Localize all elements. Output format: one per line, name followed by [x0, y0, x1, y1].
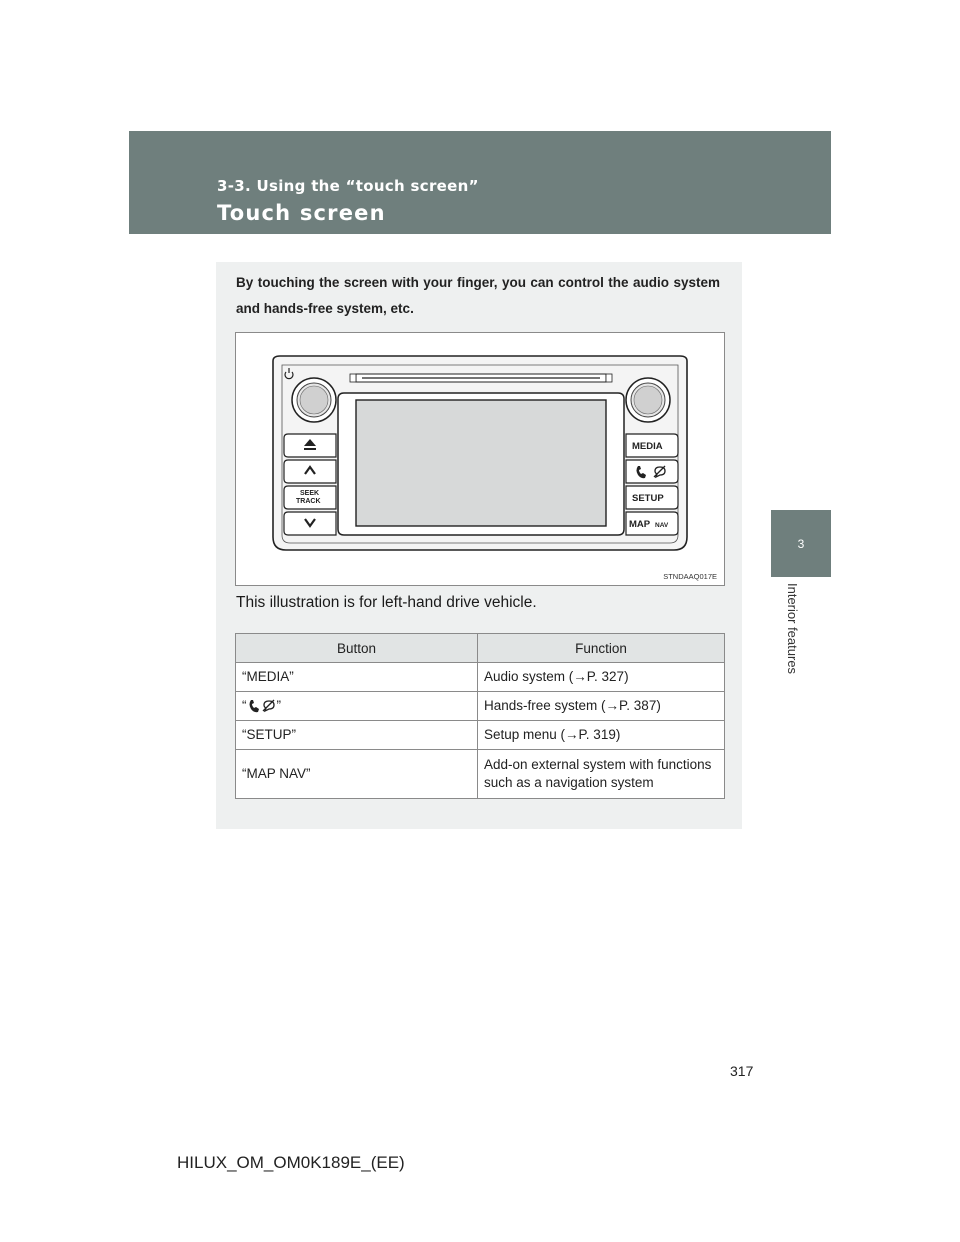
column-header-function: Function: [478, 634, 725, 663]
column-header-button: Button: [236, 634, 478, 663]
nav-label: NAV: [655, 522, 669, 529]
tune-scroll-knob[interactable]: [626, 378, 670, 422]
function-cell: Setup menu (→P. 319): [478, 721, 725, 750]
footer-code: HILUX_OM_OM0K189E_(EE): [177, 1153, 405, 1172]
page-title: Touch screen: [217, 201, 386, 225]
button-cell: “MAP NAV”: [236, 750, 478, 799]
track-label: TRACK: [296, 498, 321, 505]
function-cell: Hands-free system (→P. 387): [478, 692, 725, 721]
open-quote: “: [242, 698, 247, 713]
table-header-row: [236, 634, 725, 663]
page-number: 317: [730, 1063, 754, 1079]
button-cell: [236, 692, 478, 721]
table-row: [236, 750, 725, 799]
seek-track-button[interactable]: [296, 490, 321, 505]
setup-button[interactable]: SETUP: [632, 493, 664, 504]
header-band: [129, 131, 831, 234]
chapter-label: Interior features: [785, 583, 800, 675]
section-label: 3-3. Using the “touch screen”: [217, 177, 479, 195]
media-button[interactable]: MEDIA: [632, 441, 663, 452]
button-cell: “SETUP”: [236, 721, 478, 750]
chapter-number: 3: [797, 536, 805, 551]
table-row: [236, 721, 725, 750]
figure-caption: This illustration is for left-hand drive vehicle.: [236, 594, 537, 611]
figure-code: STNDAAQ017E: [663, 572, 717, 581]
intro-text: By touching the screen with your finger, you can control the audio system and hands-free system, etc.: [236, 275, 720, 316]
function-cell: Audio system (→P. 327): [478, 663, 725, 692]
table-row: [236, 663, 725, 692]
phone-icon: [247, 699, 277, 713]
power-volume-knob[interactable]: [292, 378, 336, 422]
seek-label: SEEK: [300, 490, 320, 497]
head-unit-illustration: [236, 333, 724, 585]
function-cell: Add-on external system with functions such as a navigation system: [478, 750, 725, 799]
head-unit-figure: [235, 332, 725, 586]
table-row: [236, 692, 725, 721]
chapter-tab: [771, 510, 831, 577]
touch-screen-display[interactable]: [356, 400, 606, 526]
button-cell: “MEDIA”: [236, 663, 478, 692]
content-panel: [216, 262, 742, 829]
button-function-table: [235, 633, 725, 799]
map-label: MAP: [629, 519, 651, 530]
close-quote: ”: [276, 698, 281, 713]
